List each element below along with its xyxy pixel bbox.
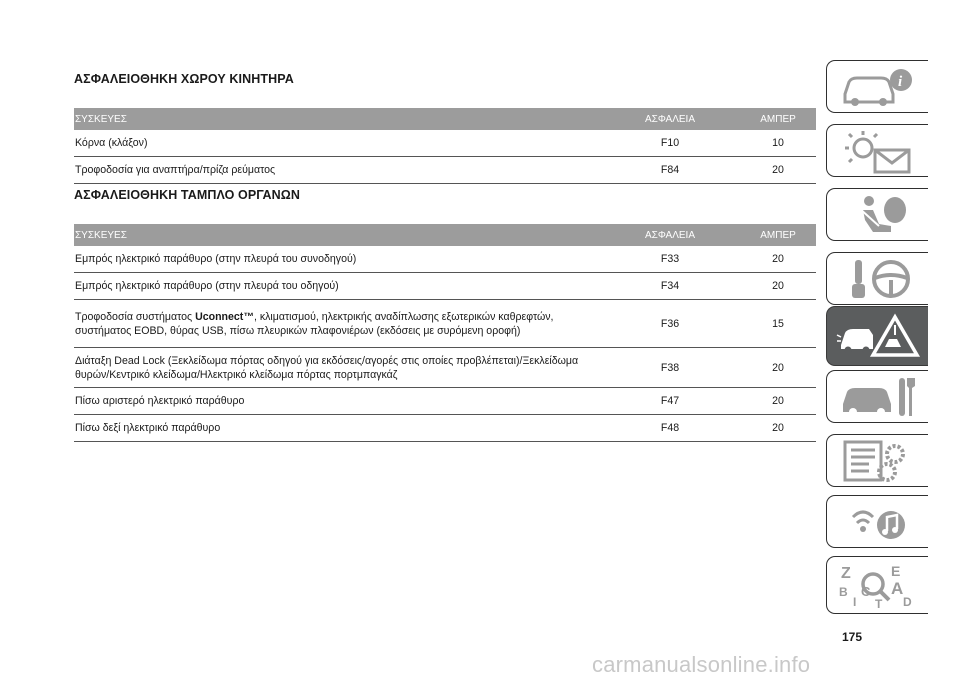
car-info-icon	[835, 64, 921, 110]
table-header	[74, 224, 816, 246]
engine-fuse-box-title: ΑΣΦΑΛΕΙΟΘΗΚΗ ΧΩΡΟΥ ΚΙΝΗΤΗΡΑ	[74, 72, 294, 86]
row-amp: 10	[772, 137, 784, 149]
row-device: Κόρνα (κλάξον)	[75, 137, 148, 149]
table-row	[74, 388, 816, 415]
tab-maintenance[interactable]	[826, 370, 928, 423]
dashboard-fuse-box-title: ΑΣΦΑΛΕΙΟΘΗΚΗ ΤΑΜΠΛΟ ΟΡΓΑΝΩΝ	[74, 188, 301, 202]
row-fuse: F38	[660, 361, 680, 374]
index-letter: C	[860, 584, 870, 599]
row-fuse: F84	[660, 164, 680, 176]
tab-technical-data[interactable]	[826, 434, 928, 487]
row-amp: 20	[772, 361, 784, 374]
row-device: Εμπρός ηλεκτρικό παράθυρο (στην πλευρά του συνοδηγού)	[75, 253, 357, 265]
lights-message-icon	[835, 128, 921, 174]
index-letter: I	[852, 595, 856, 608]
table-row	[74, 157, 816, 184]
row-device: Εμπρός ηλεκτρικό παράθυρο (στην πλευρά του οδηγού)	[75, 280, 339, 292]
index-letter: Z	[840, 565, 851, 582]
row-amp: 20	[772, 395, 784, 407]
table-row	[74, 348, 816, 388]
row-amp: 20	[772, 253, 784, 265]
dashboard-fuse-table	[74, 224, 816, 442]
index-letters-icon	[835, 562, 921, 608]
specs-gear-icon	[835, 438, 921, 484]
row-fuse: F34	[660, 280, 680, 292]
row-fuse: F48	[660, 422, 680, 434]
row-device: Πίσω αριστερό ηλεκτρικό παράθυρο	[75, 395, 245, 407]
header-fuse: ΑΣΦΑΛΕΙΑ	[644, 113, 695, 125]
index-letter: B	[838, 585, 848, 599]
row-device: Τροφοδοσία για αναπτήρα/πρίζα ρεύματος	[75, 164, 276, 176]
airbag-seatbelt-icon	[835, 192, 921, 238]
header-fuse: ΑΣΦΑΛΕΙΑ	[644, 229, 695, 241]
header-amp: ΑΜΠΕΡ	[760, 229, 796, 241]
car-warning-icon	[835, 313, 921, 359]
tab-safety[interactable]	[826, 188, 928, 241]
header-devices: ΣΥΣΚΕΥΕΣ	[75, 229, 127, 241]
row-fuse: F36	[660, 317, 680, 330]
engine-fuse-table	[74, 108, 816, 184]
page-number: 175	[842, 630, 863, 644]
tab-lights-messages[interactable]	[826, 124, 928, 177]
row-fuse: F10	[660, 137, 680, 149]
tab-starting-driving[interactable]	[826, 252, 928, 305]
header-devices: ΣΥΣΚΕΥΕΣ	[75, 113, 127, 125]
index-letter: D	[902, 595, 912, 608]
table-row	[74, 300, 816, 348]
tab-index[interactable]	[826, 556, 928, 614]
index-letter: E	[890, 563, 900, 579]
row-amp: 15	[772, 317, 784, 330]
tab-car-info[interactable]	[826, 60, 928, 113]
row-fuse: F33	[660, 253, 680, 265]
row-device	[74, 310, 600, 338]
index-letter: T	[874, 597, 882, 608]
tab-emergency[interactable]	[826, 306, 928, 366]
row-device: Πίσω δεξί ηλεκτρικό παράθυρο	[75, 422, 221, 434]
table-header	[74, 108, 816, 130]
table-row	[74, 246, 816, 273]
table-row	[74, 415, 816, 442]
table-row	[74, 273, 816, 300]
row-fuse: F47	[660, 395, 680, 407]
row-device-text: , κλιματισμού, ηλεκτρικής αναδίπλωσης εξωτερικών καθρεφτών, συστήματος EOBD, θύρας USB, πίσω πλευρικών πλαφονιέρων (εκδόσεις με συρόμενη οροφή)	[75, 310, 554, 337]
watermark: carmanualsonline.info	[592, 652, 811, 677]
tab-multimedia[interactable]	[826, 495, 928, 548]
row-amp: 20	[772, 422, 784, 434]
svg-text:i: i	[897, 73, 902, 90]
row-device: Διάταξη Dead Lock (Ξεκλείδωμα πόρτας οδηγού για εκδόσεις/αγορές στις οποίες προβλέπεται)/Ξεκλείδωμα θυρών/Κεντρικό κλείδωμα/Ηλεκτρικό κλείδωμα πόρτας πορτμπαγκάζ	[75, 354, 579, 381]
car-tools-icon	[835, 374, 921, 420]
uconnect-brand: Uconnect™	[195, 310, 254, 323]
key-steering-wheel-icon	[835, 256, 921, 302]
row-amp: 20	[772, 164, 784, 176]
header-amp: ΑΜΠΕΡ	[760, 113, 796, 125]
index-letter: A	[890, 579, 903, 598]
multimedia-icon	[835, 499, 921, 545]
table-row	[74, 130, 816, 157]
row-amp: 20	[772, 280, 784, 292]
row-device-text: Τροφοδοσία συστήματος	[75, 310, 196, 323]
